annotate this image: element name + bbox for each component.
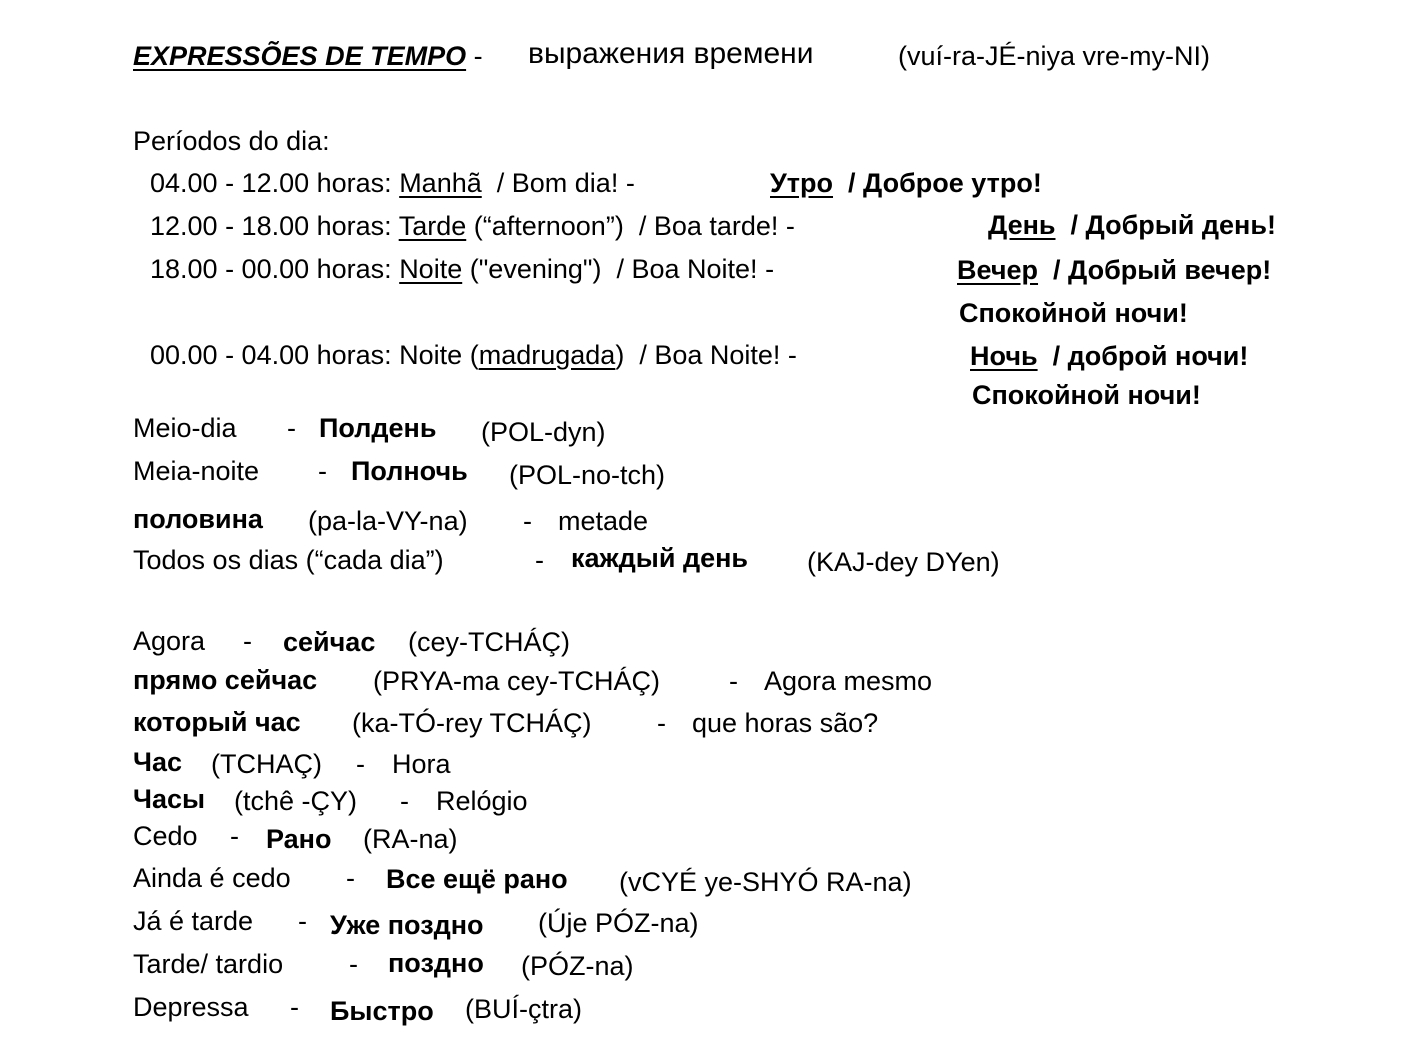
vocab-pronunciation: (ka-TÓ-rey TCHÁÇ) — [352, 708, 592, 738]
vocab-russian: Полдень — [319, 413, 437, 443]
period-extra: (“afternoon”) — [473, 211, 624, 241]
period-ru-greeting: / Добрый день! — [1070, 210, 1276, 240]
period-row — [150, 339, 797, 371]
vocab-portuguese: metade — [558, 506, 649, 536]
period-term: madrugada — [478, 340, 616, 370]
vocab-portuguese: Cedo — [133, 821, 198, 851]
period-ru-greeting: / Доброе утро! — [848, 168, 1042, 198]
vocab-russian: каждый день — [571, 543, 749, 573]
vocab-portuguese: Hora — [392, 749, 451, 779]
period-row — [150, 167, 635, 199]
vocab-pronunciation: (tchê -ÇY) — [234, 786, 358, 816]
period-greeting: / Boa Noite! - — [616, 254, 775, 284]
vocab-pronunciation: (Úje PÓZ-na) — [538, 908, 699, 938]
period-extra: ("evening") — [469, 254, 602, 284]
vocab-separator: - — [298, 906, 307, 936]
period-extra: ) — [615, 340, 625, 370]
vocab-separator: - — [243, 626, 252, 656]
title-russian: выражения времени — [528, 37, 814, 70]
vocab-russian: поздно — [388, 948, 484, 978]
vocab-russian: Полночь — [351, 456, 468, 486]
vocab-separator: - — [657, 708, 666, 738]
period-ru-term: Утро — [770, 168, 834, 198]
period-term: Tarde — [398, 211, 467, 241]
vocab-portuguese: Relógio — [436, 786, 528, 816]
vocab-pronunciation: (PÓZ-na) — [521, 951, 634, 981]
period-hours: 04.00 - 12.00 horas: — [150, 168, 392, 198]
period-ru-greeting-2: Спокойной ночи! — [972, 380, 1201, 410]
vocab-portuguese: Meio-dia — [133, 413, 237, 443]
period-term: Manhã — [399, 168, 482, 198]
periods-heading: Períodos do dia: — [133, 126, 330, 156]
vocab-russian: прямо сейчас — [133, 665, 318, 695]
period-ru-greeting-2: Спокойной ночи! — [959, 298, 1188, 328]
period-russian — [988, 209, 1276, 241]
vocab-pronunciation: (POL-no-tch) — [509, 460, 666, 490]
vocab-separator: - — [349, 949, 358, 979]
period-russian — [770, 167, 1042, 199]
vocab-russian: половина — [133, 504, 263, 534]
vocab-separator: - — [729, 666, 738, 696]
title-pronunciation: (vuí-ra-JÉ-niya vre-my-NI) — [898, 41, 1211, 71]
period-row — [150, 253, 774, 285]
vocab-separator: - — [356, 749, 365, 779]
vocab-separator: - — [535, 545, 544, 575]
vocab-separator: - — [287, 413, 296, 443]
period-ru-greeting: / доброй ночи! — [1052, 341, 1249, 371]
period-row — [150, 210, 795, 242]
vocab-pronunciation: (RA-na) — [363, 824, 458, 854]
vocab-portuguese: Agora mesmo — [764, 666, 933, 696]
vocab-russian: который час — [133, 707, 301, 737]
vocab-separator: - — [290, 992, 299, 1022]
vocab-russian: Рано — [266, 824, 332, 854]
title-separator: - — [473, 41, 483, 71]
vocab-portuguese: Tarde/ tardio — [133, 949, 284, 979]
period-ru-term: Ночь — [970, 341, 1038, 371]
vocab-russian: Быстро — [330, 996, 434, 1026]
vocab-pronunciation: (pa-la-VY-na) — [308, 506, 468, 536]
vocab-pronunciation: (vCYÉ ye-SHYÓ RA-na) — [619, 867, 912, 897]
period-russian — [957, 254, 1271, 286]
vocab-separator: - — [318, 456, 327, 486]
vocab-pronunciation: (TCHAÇ) — [211, 749, 322, 779]
vocab-pronunciation: (POL-dyn) — [481, 417, 606, 447]
period-term: Noite — [399, 254, 463, 284]
vocab-russian: сейчас — [283, 627, 376, 657]
vocab-portuguese: que horas são? — [692, 708, 879, 738]
period-greeting: / Boa Noite! - — [639, 340, 797, 370]
vocab-russian: Уже поздно — [330, 910, 484, 940]
period-greeting: / Bom dia! - — [496, 168, 635, 198]
period-greeting: / Boa tarde! - — [638, 211, 795, 241]
vocab-russian: Все ещё рано — [386, 864, 568, 894]
period-hours: 18.00 - 00.00 horas: — [150, 254, 392, 284]
vocab-separator: - — [523, 506, 532, 536]
vocab-separator: - — [346, 863, 355, 893]
period-russian — [970, 340, 1248, 372]
page-title — [133, 40, 483, 72]
period-hours: 12.00 - 18.00 horas: — [150, 211, 392, 241]
vocab-portuguese: Depressa — [133, 992, 249, 1022]
period-hours: 00.00 - 04.00 horas: Noite ( — [150, 340, 479, 370]
vocab-portuguese: Meia-noite — [133, 456, 260, 486]
vocab-pronunciation: (cey-TCHÁÇ) — [408, 627, 570, 657]
period-ru-term: День — [988, 210, 1056, 240]
period-ru-greeting: / Добрый вечер! — [1053, 255, 1272, 285]
vocab-portuguese: Agora — [133, 626, 206, 656]
vocab-portuguese: Já é tarde — [133, 906, 254, 936]
vocab-russian: Часы — [133, 784, 206, 814]
vocab-pronunciation: (KAJ-dey DYen) — [807, 547, 1000, 577]
vocab-portuguese: Todos os dias (“cada dia”) — [133, 545, 444, 575]
vocab-pronunciation: (PRYA-ma cey-TCHÁÇ) — [373, 666, 661, 696]
vocab-separator: - — [400, 786, 409, 816]
vocab-pronunciation: (BUÍ-çtra) — [465, 994, 582, 1024]
vocab-separator: - — [230, 821, 239, 851]
period-ru-term: Вечер — [957, 255, 1039, 285]
vocab-portuguese: Ainda é cedo — [133, 863, 291, 893]
vocab-russian: Час — [133, 747, 183, 777]
title-portuguese: EXPRESSÕES DE TEMPO — [133, 41, 467, 71]
